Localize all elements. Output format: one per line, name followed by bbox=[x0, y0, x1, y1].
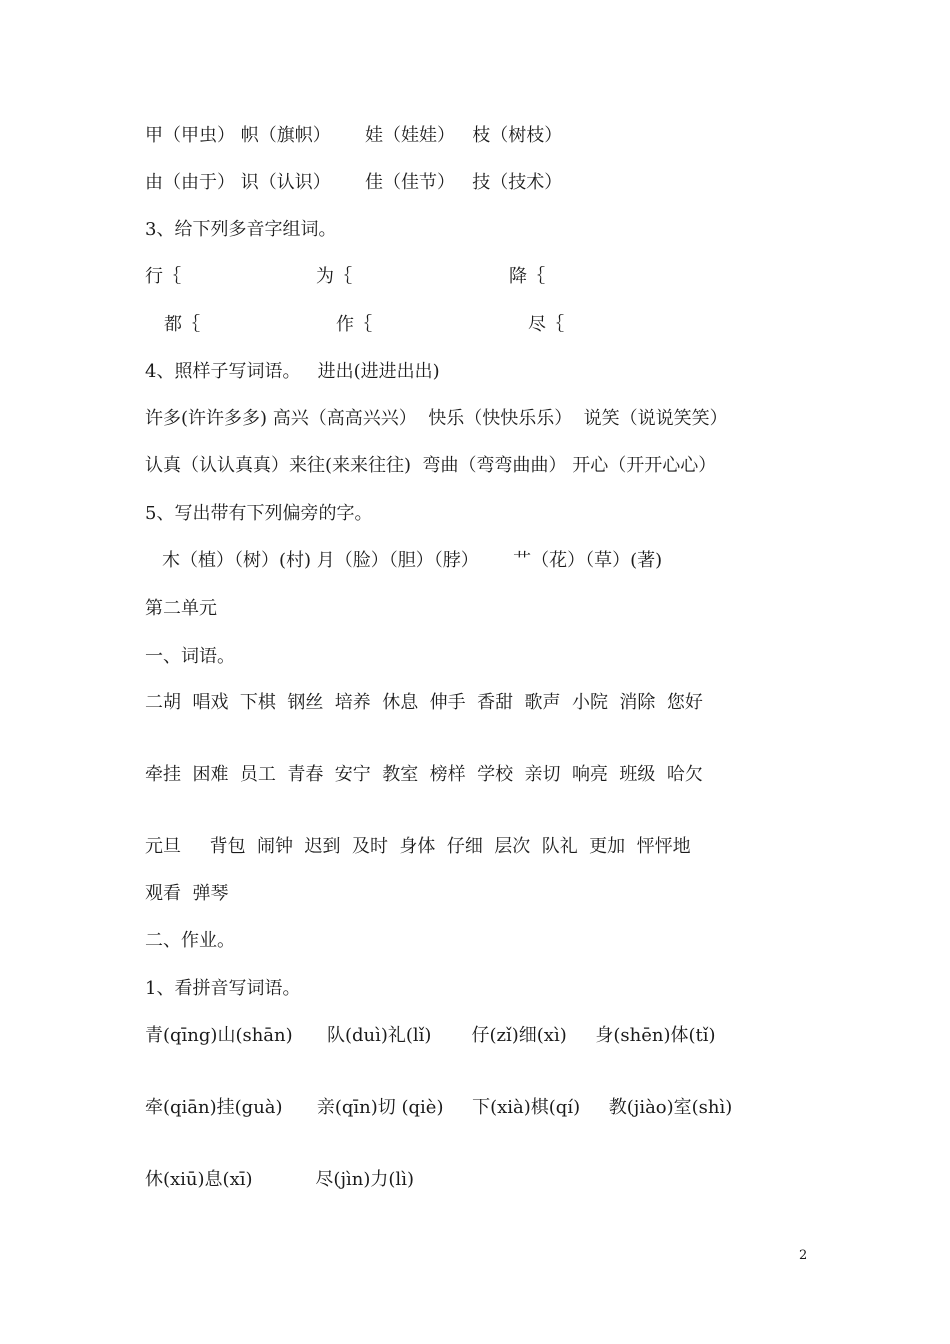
polyphone-row-1 bbox=[0, 265, 950, 289]
section-heading-polyphones: 3、给下列多音字组词。 bbox=[145, 219, 337, 240]
vocabulary-line-3: 元旦 背包 闹钟 迟到 及时 身体 仔细 层次 队礼 更加 怦怦地 bbox=[145, 836, 691, 857]
page-number: 2 bbox=[799, 1248, 808, 1263]
vocabulary-line-1: 二胡 唱戏 下棋 钢丝 培养 休息 伸手 香甜 歌声 小院 消除 您好 bbox=[145, 692, 703, 713]
pinyin-line-1: 青(qīng)山(shān) 队(duì)礼(lǐ) 仔(zǐ)细(xì) 身(shēn)体(tǐ) bbox=[145, 1025, 716, 1046]
text-line-words-2: 认真（认认真真）来往(来来往往) 弯曲（弯弯曲曲） 开心（开开心心） bbox=[145, 455, 717, 476]
pinyin-line-2: 牵(qiān)挂(guà) 亲(qīn)切 (qiè) 下(xià)棋(qí) 教(jiào)室(shì) bbox=[145, 1097, 733, 1118]
polyphone-jiang: 降｛ bbox=[509, 266, 545, 287]
section-heading-example-words: 4、照样子写词语。 进出(进进出出) bbox=[145, 361, 440, 382]
pinyin-line-3: 休(xiū)息(xī) 尽(jìn)力(lì) bbox=[145, 1169, 414, 1190]
polyphone-jin: 尽｛ bbox=[528, 314, 564, 335]
text-line-words-1: 许多(许许多多) 高兴（高高兴兴） 快乐（快快乐乐） 说笑（说说笑笑） bbox=[145, 408, 728, 429]
vocabulary-line-2: 牵挂 困难 员工 青春 安宁 教室 榜样 学校 亲切 响亮 班级 哈欠 bbox=[145, 764, 703, 785]
text-line-1: 甲（甲虫） 帜（旗帜） 娃（娃娃） 枝（树枝） bbox=[145, 125, 563, 146]
text-line-2: 由（由于） 识（认识） 佳（佳节） 技（技术） bbox=[145, 172, 563, 193]
polyphone-zuo: 作｛ bbox=[336, 314, 372, 335]
vocabulary-line-4: 观看 弹琴 bbox=[145, 883, 229, 904]
section-heading-homework: 二、作业。 bbox=[145, 930, 235, 951]
polyphone-wei: 为｛ bbox=[316, 266, 352, 287]
polyphone-xing: 行｛ bbox=[145, 266, 181, 287]
text-line-radicals: 木（植）（树）(村) 月（脸）（胆）（脖） 艹（花）（草）(著) bbox=[162, 550, 663, 571]
section-heading-pinyin: 1、看拼音写词语。 bbox=[145, 978, 301, 999]
polyphone-row-2 bbox=[0, 313, 950, 337]
unit-heading: 第二单元 bbox=[145, 598, 217, 619]
polyphone-dou: 都｛ bbox=[164, 314, 200, 335]
section-heading-radicals: 5、写出带有下列偏旁的字。 bbox=[145, 503, 373, 524]
section-heading-vocabulary: 一、词语。 bbox=[145, 646, 235, 667]
